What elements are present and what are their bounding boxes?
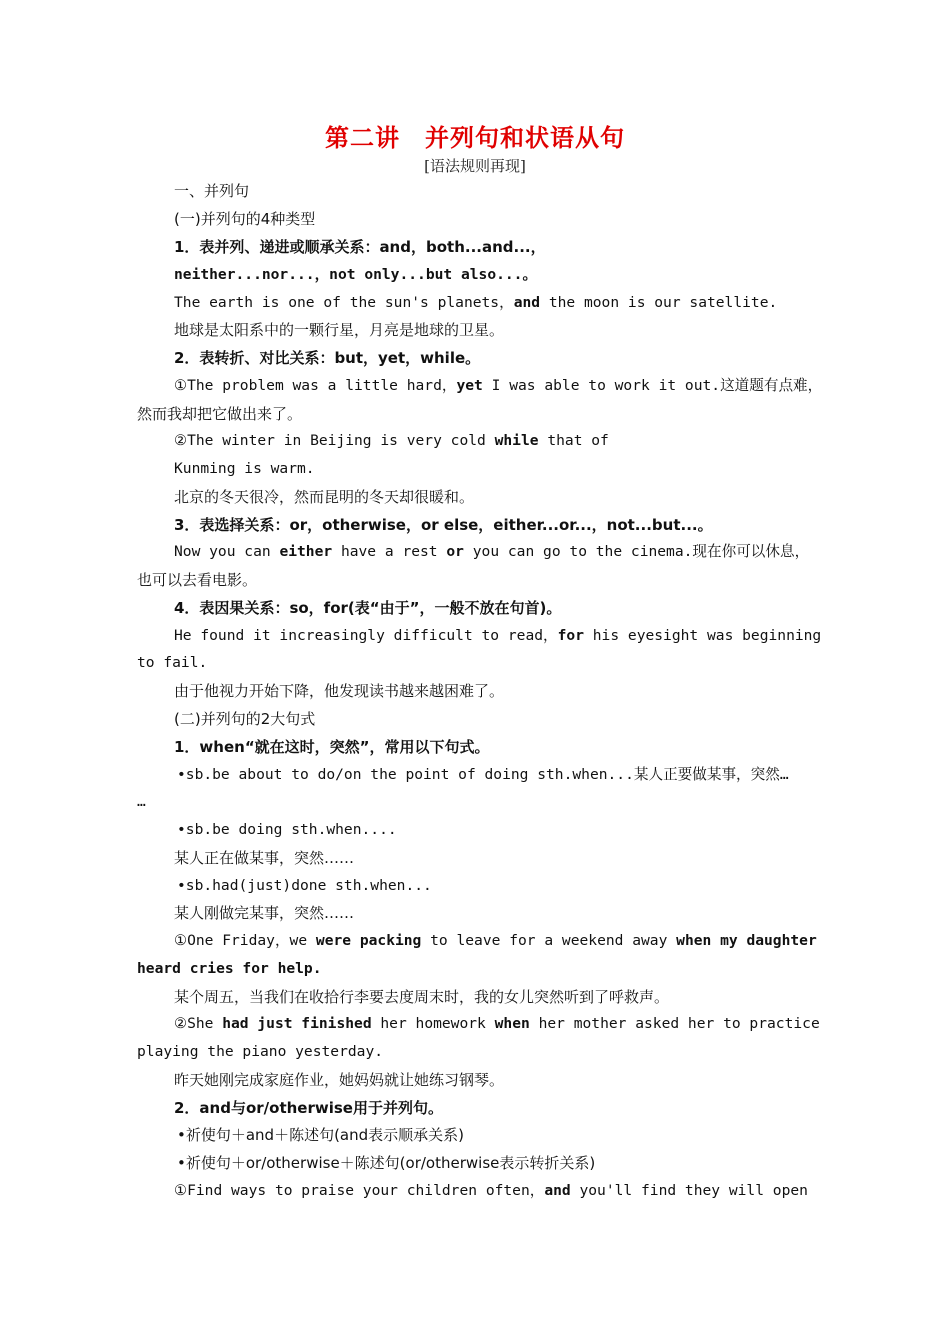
example-sentence: playing the piano yesterday. <box>137 1043 384 1060</box>
bullet-translation: 某人正在做某事，突然…… <box>174 849 355 867</box>
heading-coordinate-sentence: 一、并列句 <box>174 182 250 200</box>
example-translation: 北京的冬天很冷，然而昆明的冬天却很暖和。 <box>174 488 475 506</box>
example-sentence: The earth is one of the sun's planets，and the moon is our satellite. <box>174 294 778 311</box>
subheading-two-patterns: (二)并列句的2大句式 <box>174 710 316 728</box>
bullet-item: •sb.be about to do/on the point of doing sth.when...某人正要做某事，突然… <box>177 766 789 783</box>
example-translation: 然而我却把它做出来了。 <box>137 405 303 423</box>
example-sentence: He found it increasingly difficult to read，for his eyesight was beginning <box>174 627 822 644</box>
example-translation: 地球是太阳系中的一颗行星，月亮是地球的卫星。 <box>174 321 505 339</box>
rule-2: 2．表转折、对比关系：but，yet，while。 <box>174 349 481 367</box>
example-sentence: ①The problem was a little hard，yet I was able to work it out.这道题有点难， <box>174 377 823 394</box>
example-sentence: heard cries for help. <box>137 960 322 977</box>
bullet-translation: 某人刚做完某事，突然…… <box>174 904 355 922</box>
rule-3: 3．表选择关系：or，otherwise，or else，either...or...，not...but...。 <box>174 516 713 534</box>
pattern-2: 2．and与or/otherwise用于并列句。 <box>174 1099 443 1117</box>
example-translation: 昨天她刚完成家庭作业，她妈妈就让她练习钢琴。 <box>174 1071 505 1089</box>
example-sentence: ②The winter in Beijing is very cold while that of <box>174 432 609 449</box>
bullet-item-continuation: … <box>137 793 146 810</box>
example-sentence: ①One Friday，we were packing to leave for a weekend away when my daughter <box>174 932 817 949</box>
example-sentence: to fail. <box>137 654 208 671</box>
example-translation: 也可以去看电影。 <box>137 571 258 589</box>
subheading-four-types: (一)并列句的4种类型 <box>174 210 316 228</box>
example-sentence: ②She had just finished her homework when her mother asked her to practice <box>174 1015 820 1032</box>
bullet-item: •祈使句＋and＋陈述句(and表示顺承关系) <box>177 1126 464 1144</box>
pattern-1: 1．when“就在这时，突然”，常用以下句式。 <box>174 738 490 756</box>
bullet-item: •祈使句＋or/otherwise＋陈述句(or/otherwise表示转折关系) <box>177 1154 596 1172</box>
page-title: 第二讲 并列句和状语从句 <box>325 124 625 152</box>
bullet-item: •sb.be doing sth.when.... <box>177 821 397 838</box>
example-translation: 某个周五，当我们在收拾行李要去度周末时，我的女儿突然听到了呼救声。 <box>174 988 670 1006</box>
rule-1-line-1: 1．表并列、递进或顺承关系：and，both...and...， <box>174 238 546 256</box>
rule-4: 4．表因果关系：so，for(表“由于”，一般不放在句首)。 <box>174 599 562 617</box>
example-sentence: Now you can either have a rest or you can go to the cinema.现在你可以休息， <box>174 543 810 560</box>
rule-1-line-2: neither...nor...，not only...but also...。 <box>174 266 538 283</box>
example-sentence: ①Find ways to praise your children often，and you'll find they will open <box>174 1182 808 1199</box>
bullet-item: •sb.had(just)done sth.when... <box>177 877 432 894</box>
example-translation: 由于他视力开始下降，他发现读书越来越困难了。 <box>174 682 505 700</box>
section-subtitle: [语法规则再现] <box>424 157 526 175</box>
example-sentence: Kunming is warm. <box>174 460 315 477</box>
